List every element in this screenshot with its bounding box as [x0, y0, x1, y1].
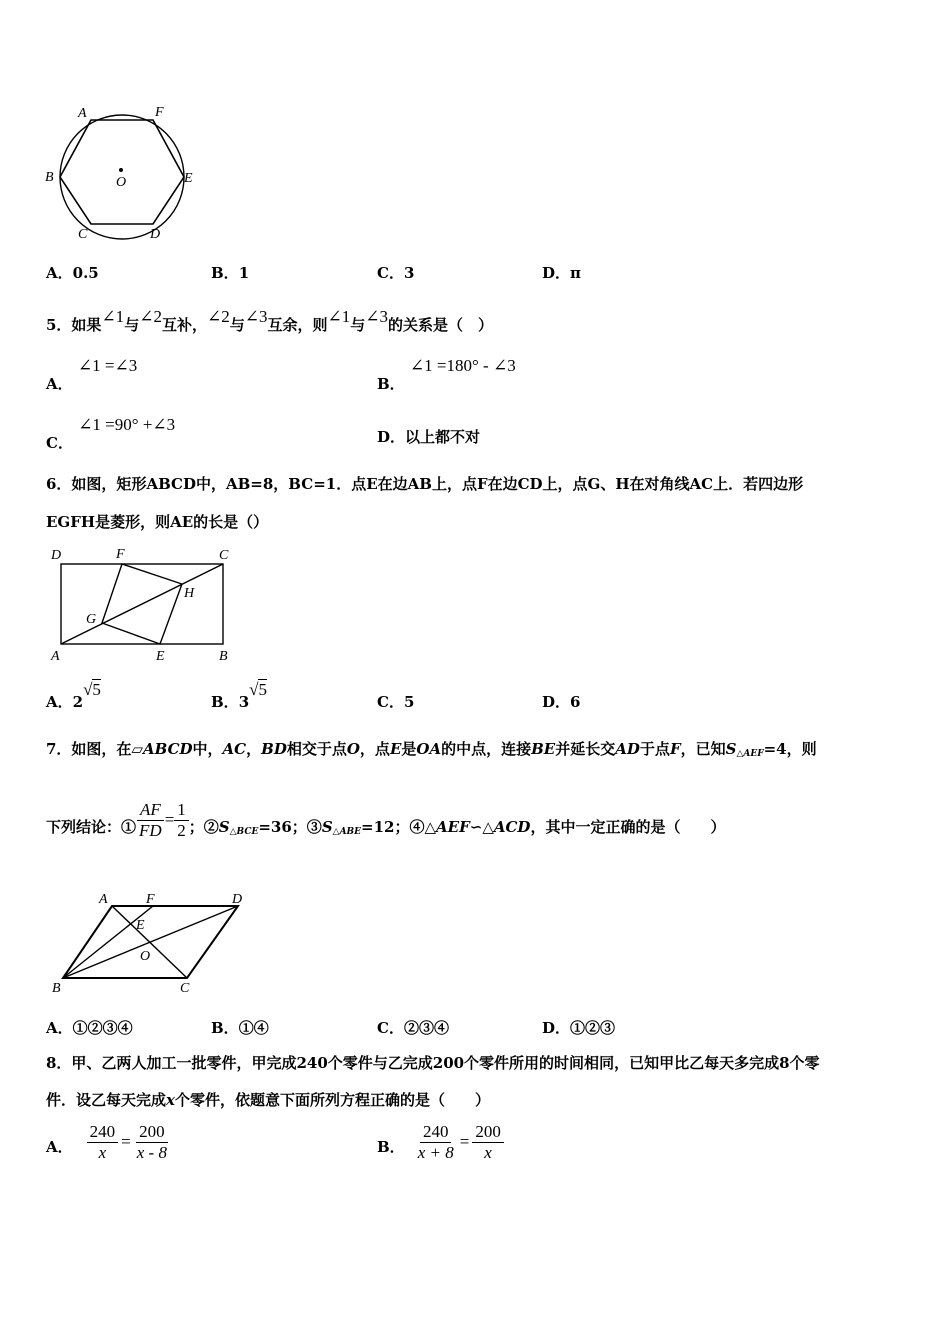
q7-text: 7．如图，在: [46, 740, 132, 758]
fraction-numerator: 200: [136, 1122, 168, 1143]
fraction-denominator: x: [484, 1142, 492, 1162]
q7-text: ∽△: [469, 817, 494, 836]
label-A: A: [51, 649, 60, 664]
point-f: F: [669, 740, 681, 758]
q5-stem: [46, 300, 493, 342]
label-B: B: [45, 170, 54, 185]
q8-text: 件．设乙每天完成: [46, 1091, 167, 1109]
fraction-af-fd: [136, 800, 165, 840]
option-letter: A．: [46, 1137, 73, 1156]
label-E: E: [136, 918, 145, 933]
q8-option-a[interactable]: [46, 1122, 170, 1162]
angle-2: ∠2: [139, 307, 162, 326]
option-letter: C．: [377, 1019, 404, 1037]
q5-stem-text: 与: [229, 316, 245, 334]
angle-1: ∠1: [101, 307, 125, 326]
q7-text: ，其中一定正确的是（ ）: [530, 817, 726, 836]
option-letter: D．: [542, 693, 571, 711]
q6-option-d[interactable]: [542, 691, 580, 712]
option-text: ①②③: [570, 1019, 616, 1037]
q7-text-group: [189, 816, 726, 837]
fraction-numerator: 1: [174, 800, 189, 821]
option-letter: C．: [46, 434, 73, 452]
label-F: F: [146, 892, 155, 907]
variable-x: x: [166, 1091, 175, 1109]
area-symbol: S: [218, 817, 230, 836]
label-E: E: [184, 171, 193, 186]
q8-stem-line1: 8．甲、乙两人加工一批零件，甲完成240个零件与乙完成200个零件所用的时间相同，已知甲比乙每天多完成8个零: [46, 1054, 820, 1072]
radicand: 5: [258, 680, 267, 699]
q7-text: =36；③: [258, 817, 322, 836]
option-text: 以上都不对: [405, 428, 481, 446]
option-letter: D．: [542, 1019, 571, 1037]
point-o: O: [346, 740, 360, 758]
option-letter: B．: [211, 693, 239, 711]
q7-stem-line1: [46, 738, 817, 759]
q7-text: =4，则: [763, 740, 817, 758]
option-text: π: [570, 264, 581, 282]
sqrt-expression: √5: [249, 680, 267, 699]
q8-stem-line2: [46, 1089, 490, 1110]
area-symbol: S: [321, 817, 333, 836]
q7-text: 是: [401, 740, 417, 758]
option-letter: C．: [377, 264, 404, 282]
option-math: ∠1 =∠3: [77, 356, 138, 375]
option-math: ∠1 =90° +∠3: [78, 415, 176, 434]
segment-be: BE: [531, 740, 556, 758]
label-G: G: [86, 612, 97, 627]
q7-option-d[interactable]: [542, 1017, 615, 1038]
q5-stem-text: 互补，: [161, 316, 207, 334]
option-letter: B．: [377, 375, 405, 393]
option-letter: A．: [46, 264, 73, 282]
radicand: 5: [92, 680, 101, 699]
q5-option-c[interactable]: [46, 415, 175, 453]
option-letter: B．: [211, 264, 239, 282]
label-D: D: [51, 548, 62, 563]
fraction-200-over-x-minus-8: [134, 1122, 170, 1162]
q7-option-b[interactable]: [211, 1017, 269, 1038]
q4-option-a[interactable]: [46, 262, 99, 283]
q5-stem-text: 的关系是（ ）: [388, 316, 494, 334]
option-letter: B．: [377, 1137, 405, 1156]
angle-3: ∠3: [365, 307, 389, 326]
triangle-aef: AEF: [436, 817, 470, 836]
option-text: ①②③④: [72, 1019, 133, 1037]
q4-option-b[interactable]: [211, 262, 249, 283]
q7-stem-line2: [46, 800, 725, 840]
q7-text: 并延长交: [555, 740, 616, 758]
angle-1: ∠1: [327, 307, 351, 326]
q7-option-a[interactable]: [46, 1017, 133, 1038]
q7-text: ，: [246, 740, 262, 758]
label-D: D: [150, 227, 161, 242]
fraction-200-over-x: [472, 1122, 504, 1162]
fraction-240-over-x: [87, 1122, 119, 1162]
q7-text: 的中点，连接: [441, 740, 532, 758]
label-H: H: [184, 586, 195, 601]
q5-stem-text: 与: [124, 316, 140, 334]
option-text: 3: [403, 264, 415, 282]
q4-option-d[interactable]: [542, 262, 581, 283]
option-text: ②③④: [403, 1019, 449, 1037]
fraction-denominator: x + 8: [417, 1142, 454, 1162]
fraction-denominator: FD: [139, 820, 162, 840]
segment-bf: [63, 906, 153, 978]
area-symbol: S: [725, 740, 737, 758]
label-B: B: [52, 981, 61, 996]
q7-text: 相交于点: [286, 740, 347, 758]
label-F: F: [116, 547, 125, 562]
parallelogram-figure: [46, 885, 256, 997]
segment-ac: AC: [222, 740, 247, 758]
label-O: O: [116, 175, 127, 190]
option-letter: B．: [211, 1019, 239, 1037]
rectangle-rhombus-figure: [46, 543, 246, 668]
triangle-acd: ACD: [493, 817, 531, 836]
fraction-numerator: 240: [420, 1122, 452, 1143]
equals-sign: =: [121, 1132, 131, 1152]
area-subscript: △AEF: [736, 749, 764, 759]
option-text: ①④: [238, 1019, 269, 1037]
option-letter: D．: [542, 264, 571, 282]
segment-ad: AD: [615, 740, 640, 758]
q8-option-b[interactable]: [377, 1122, 504, 1162]
q5-stem-text: 与: [350, 316, 366, 334]
option-letter: C．: [377, 693, 404, 711]
sqrt-expression: √5: [83, 680, 101, 699]
label-A: A: [99, 892, 108, 907]
option-coefficient: 3: [238, 693, 250, 711]
q7-text: ，已知: [680, 740, 726, 758]
q5-option-b[interactable]: [377, 356, 516, 394]
label-C: C: [180, 981, 190, 996]
fraction-denominator: x: [98, 1142, 107, 1162]
angle-2: ∠2: [206, 307, 230, 326]
q7-text: =12；④△: [361, 817, 437, 836]
label-F: F: [155, 105, 164, 120]
q5-stem-text: 5．如果: [46, 316, 102, 334]
fraction-numerator: AF: [137, 800, 164, 821]
option-coefficient: 2: [72, 693, 84, 711]
label-E: E: [156, 649, 165, 664]
option-letter: D．: [377, 428, 406, 446]
option-letter: A．: [46, 1019, 73, 1037]
label-B: B: [219, 649, 228, 664]
option-text: 0.5: [72, 264, 99, 282]
option-text: 6: [570, 693, 581, 711]
q7-text: ，点: [359, 740, 390, 758]
fraction-240-over-x-plus-8: [415, 1122, 457, 1162]
q5-stem-text: 互余，则: [267, 316, 328, 334]
q7-text: 下列结论：①: [46, 817, 137, 836]
q6-stem-line1: 6．如图，矩形ABCD中，AB=8，BC=1．点E在边AB上，点F在边CD上，点G、H在对角线AC上．若四边形: [46, 475, 804, 493]
label-C: C: [219, 548, 229, 563]
q7-text: 中，: [192, 740, 223, 758]
fraction-numerator: 240: [87, 1122, 119, 1143]
equals-sign: =: [459, 1132, 470, 1152]
area-subscript: △ABE: [332, 826, 362, 837]
area-subscript: △BCE: [229, 826, 259, 837]
q7-text: ；②: [188, 817, 219, 836]
q6-stem-line2: EGFH是菱形，则AE的长是（）: [46, 513, 269, 531]
q6-option-b[interactable]: [211, 680, 267, 712]
equals-sign: =: [164, 810, 175, 830]
option-letter: A．: [46, 693, 73, 711]
q6-option-a[interactable]: [46, 680, 101, 712]
hexagon-circle-figure: [40, 100, 210, 245]
option-text: 5: [403, 693, 415, 711]
option-math: ∠1 =180° - ∠3: [409, 356, 516, 375]
q7-text: 于点: [639, 740, 670, 758]
center-point: [119, 168, 123, 172]
fraction-one-half: [174, 800, 189, 840]
diagonal-ac: [61, 564, 223, 644]
fraction-denominator: x - 8: [136, 1142, 167, 1162]
segment-bd: BD: [261, 740, 287, 758]
label-D: D: [232, 892, 243, 907]
option-letter: A．: [46, 375, 73, 393]
q6-option-c[interactable]: [377, 691, 414, 712]
q7-option-c[interactable]: [377, 1017, 449, 1038]
option-text: 1: [238, 264, 250, 282]
fraction-denominator: 2: [177, 820, 186, 840]
point-e: E: [389, 740, 402, 758]
label-A: A: [78, 106, 87, 121]
label-O: O: [140, 949, 151, 964]
hexagon: [60, 120, 184, 224]
q4-option-c[interactable]: [377, 262, 414, 283]
fraction-numerator: 200: [472, 1122, 504, 1143]
segment-oa: OA: [416, 740, 442, 758]
q8-text: 个零件，依题意下面所列方程正确的是（ ）: [174, 1091, 490, 1109]
label-C: C: [78, 227, 88, 242]
angle-3: ∠3: [244, 307, 268, 326]
q5-option-a[interactable]: [46, 356, 137, 394]
q5-option-d[interactable]: [377, 426, 480, 447]
parallelogram-abcd: ▱ABCD: [131, 740, 193, 758]
